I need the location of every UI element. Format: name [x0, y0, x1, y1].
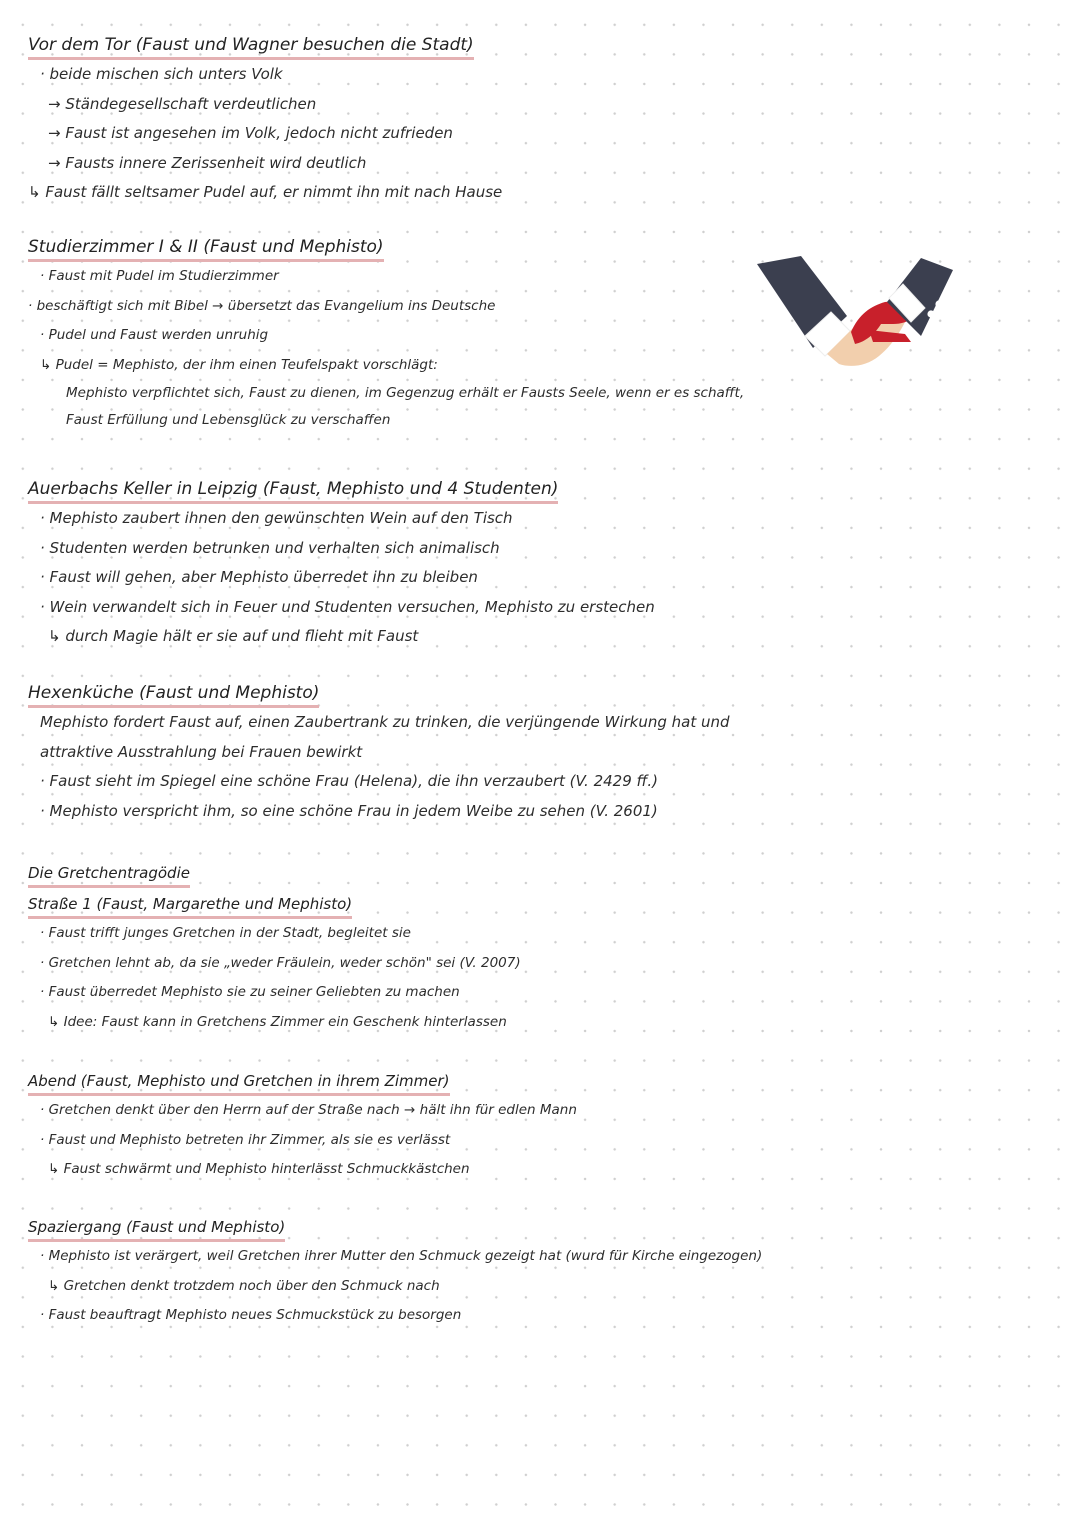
note-line: ↳ durch Magie hält er sie auf und flieht mit Faust	[48, 627, 419, 646]
note-line: → Faust ist angesehen im Volk, jedoch nicht zufrieden	[48, 124, 453, 143]
note-line: attraktive Ausstrahlung bei Frauen bewirkt	[40, 742, 363, 761]
note-line: · Faust überredet Mephisto sie zu seiner Geliebten zu machen	[40, 984, 460, 1001]
section-heading: Studierzimmer I & II (Faust und Mephisto)	[28, 236, 384, 262]
note-line: · Gretchen lehnt ab, da sie „weder Fräulein, weder schön" sei (V. 2007)	[40, 954, 521, 971]
note-line: → Ständegesellschaft verdeutlichen	[48, 94, 317, 113]
note-line: Faust Erfüllung und Lebensglück zu verschaffen	[66, 412, 391, 429]
note-line: · Faust sieht im Spiegel eine schöne Frau (Helena), die ihn verzaubert (V. 2429 ff.)	[40, 772, 658, 791]
section-heading: Die Gretchentragödie	[28, 862, 190, 888]
note-line: · Studenten werden betrunken und verhalten sich animalisch	[40, 538, 500, 557]
note-line: ↳ Faust fällt seltsamer Pudel auf, er nimmt ihn mit nach Hause	[28, 183, 503, 202]
note-line: · Faust will gehen, aber Mephisto überredet ihn zu bleiben	[40, 568, 478, 587]
note-line: · beide mischen sich unters Volk	[40, 65, 283, 83]
section-heading: Spaziergang (Faust und Mephisto)	[28, 1216, 285, 1242]
note-line: · Pudel und Faust werden unruhig	[40, 327, 269, 344]
section-gretchentragoedie	[28, 862, 1058, 1037]
section-subheading: Straße 1 (Faust, Margarethe und Mephisto)	[28, 893, 352, 919]
note-line: ↳ Gretchen denkt trotzdem noch über den Schmuck nach	[48, 1277, 440, 1294]
note-line: · Faust trifft junges Gretchen in der Stadt, begleitet sie	[40, 925, 411, 941]
note-line: · Faust und Mephisto betreten ihr Zimmer, als sie es verlässt	[40, 1131, 451, 1148]
note-line: · Wein verwandelt sich in Feuer und Studenten versuchen, Mephisto zu erstechen	[40, 597, 655, 616]
note-line: ↳ Faust schwärmt und Mephisto hinterlässt Schmuckkästchen	[48, 1161, 470, 1178]
note-line: → Fausts innere Zerissenheit wird deutlich	[48, 153, 367, 172]
section-auerbachs-keller	[28, 478, 1058, 652]
section-vor-dem-tor	[28, 34, 1058, 208]
section-spaziergang	[28, 1216, 1058, 1331]
note-line: ↳ Idee: Faust kann in Gretchens Zimmer ein Geschenk hinterlassen	[48, 1013, 507, 1030]
note-line: Mephisto verpflichtet sich, Faust zu dienen, im Gegenzug erhält er Fausts Seele, wenn er es schafft,	[66, 385, 745, 402]
section-heading: Vor dem Tor (Faust und Wagner besuchen die Stadt)	[28, 34, 474, 60]
note-line: · Faust mit Pudel im Studierzimmer	[40, 268, 279, 284]
note-line: · Mephisto verspricht ihm, so eine schöne Frau in jedem Weibe zu sehen (V. 2601)	[40, 801, 658, 820]
section-hexenkueche	[28, 682, 1058, 826]
section-heading: Hexenküche (Faust und Mephisto)	[28, 682, 319, 708]
section-abend	[28, 1070, 1058, 1185]
section-heading: Abend (Faust, Mephisto und Gretchen in ihrem Zimmer)	[28, 1070, 450, 1096]
note-line: ↳ Pudel = Mephisto, der ihm einen Teufelspakt vorschlägt:	[40, 356, 438, 373]
note-line: · Mephisto ist verärgert, weil Gretchen ihrer Mutter den Schmuck gezeigt hat (wurd für Kirche eingezogen)	[40, 1248, 763, 1264]
note-line: Mephisto fordert Faust auf, einen Zaubertrank zu trinken, die verjüngende Wirkung hat und	[40, 713, 730, 731]
section-heading: Auerbachs Keller in Leipzig (Faust, Mephisto und 4 Studenten)	[28, 478, 558, 504]
note-line: · beschäftigt sich mit Bibel → übersetzt das Evangelium ins Deutsche	[28, 297, 496, 314]
note-line: · Gretchen denkt über den Herrn auf der Straße nach → hält ihn für edlen Mann	[40, 1102, 577, 1118]
note-line: · Faust beauftragt Mephisto neues Schmuckstück zu besorgen	[40, 1307, 462, 1324]
handshake-icon	[755, 250, 955, 380]
note-line: · Mephisto zaubert ihnen den gewünschten Wein auf den Tisch	[40, 509, 513, 527]
